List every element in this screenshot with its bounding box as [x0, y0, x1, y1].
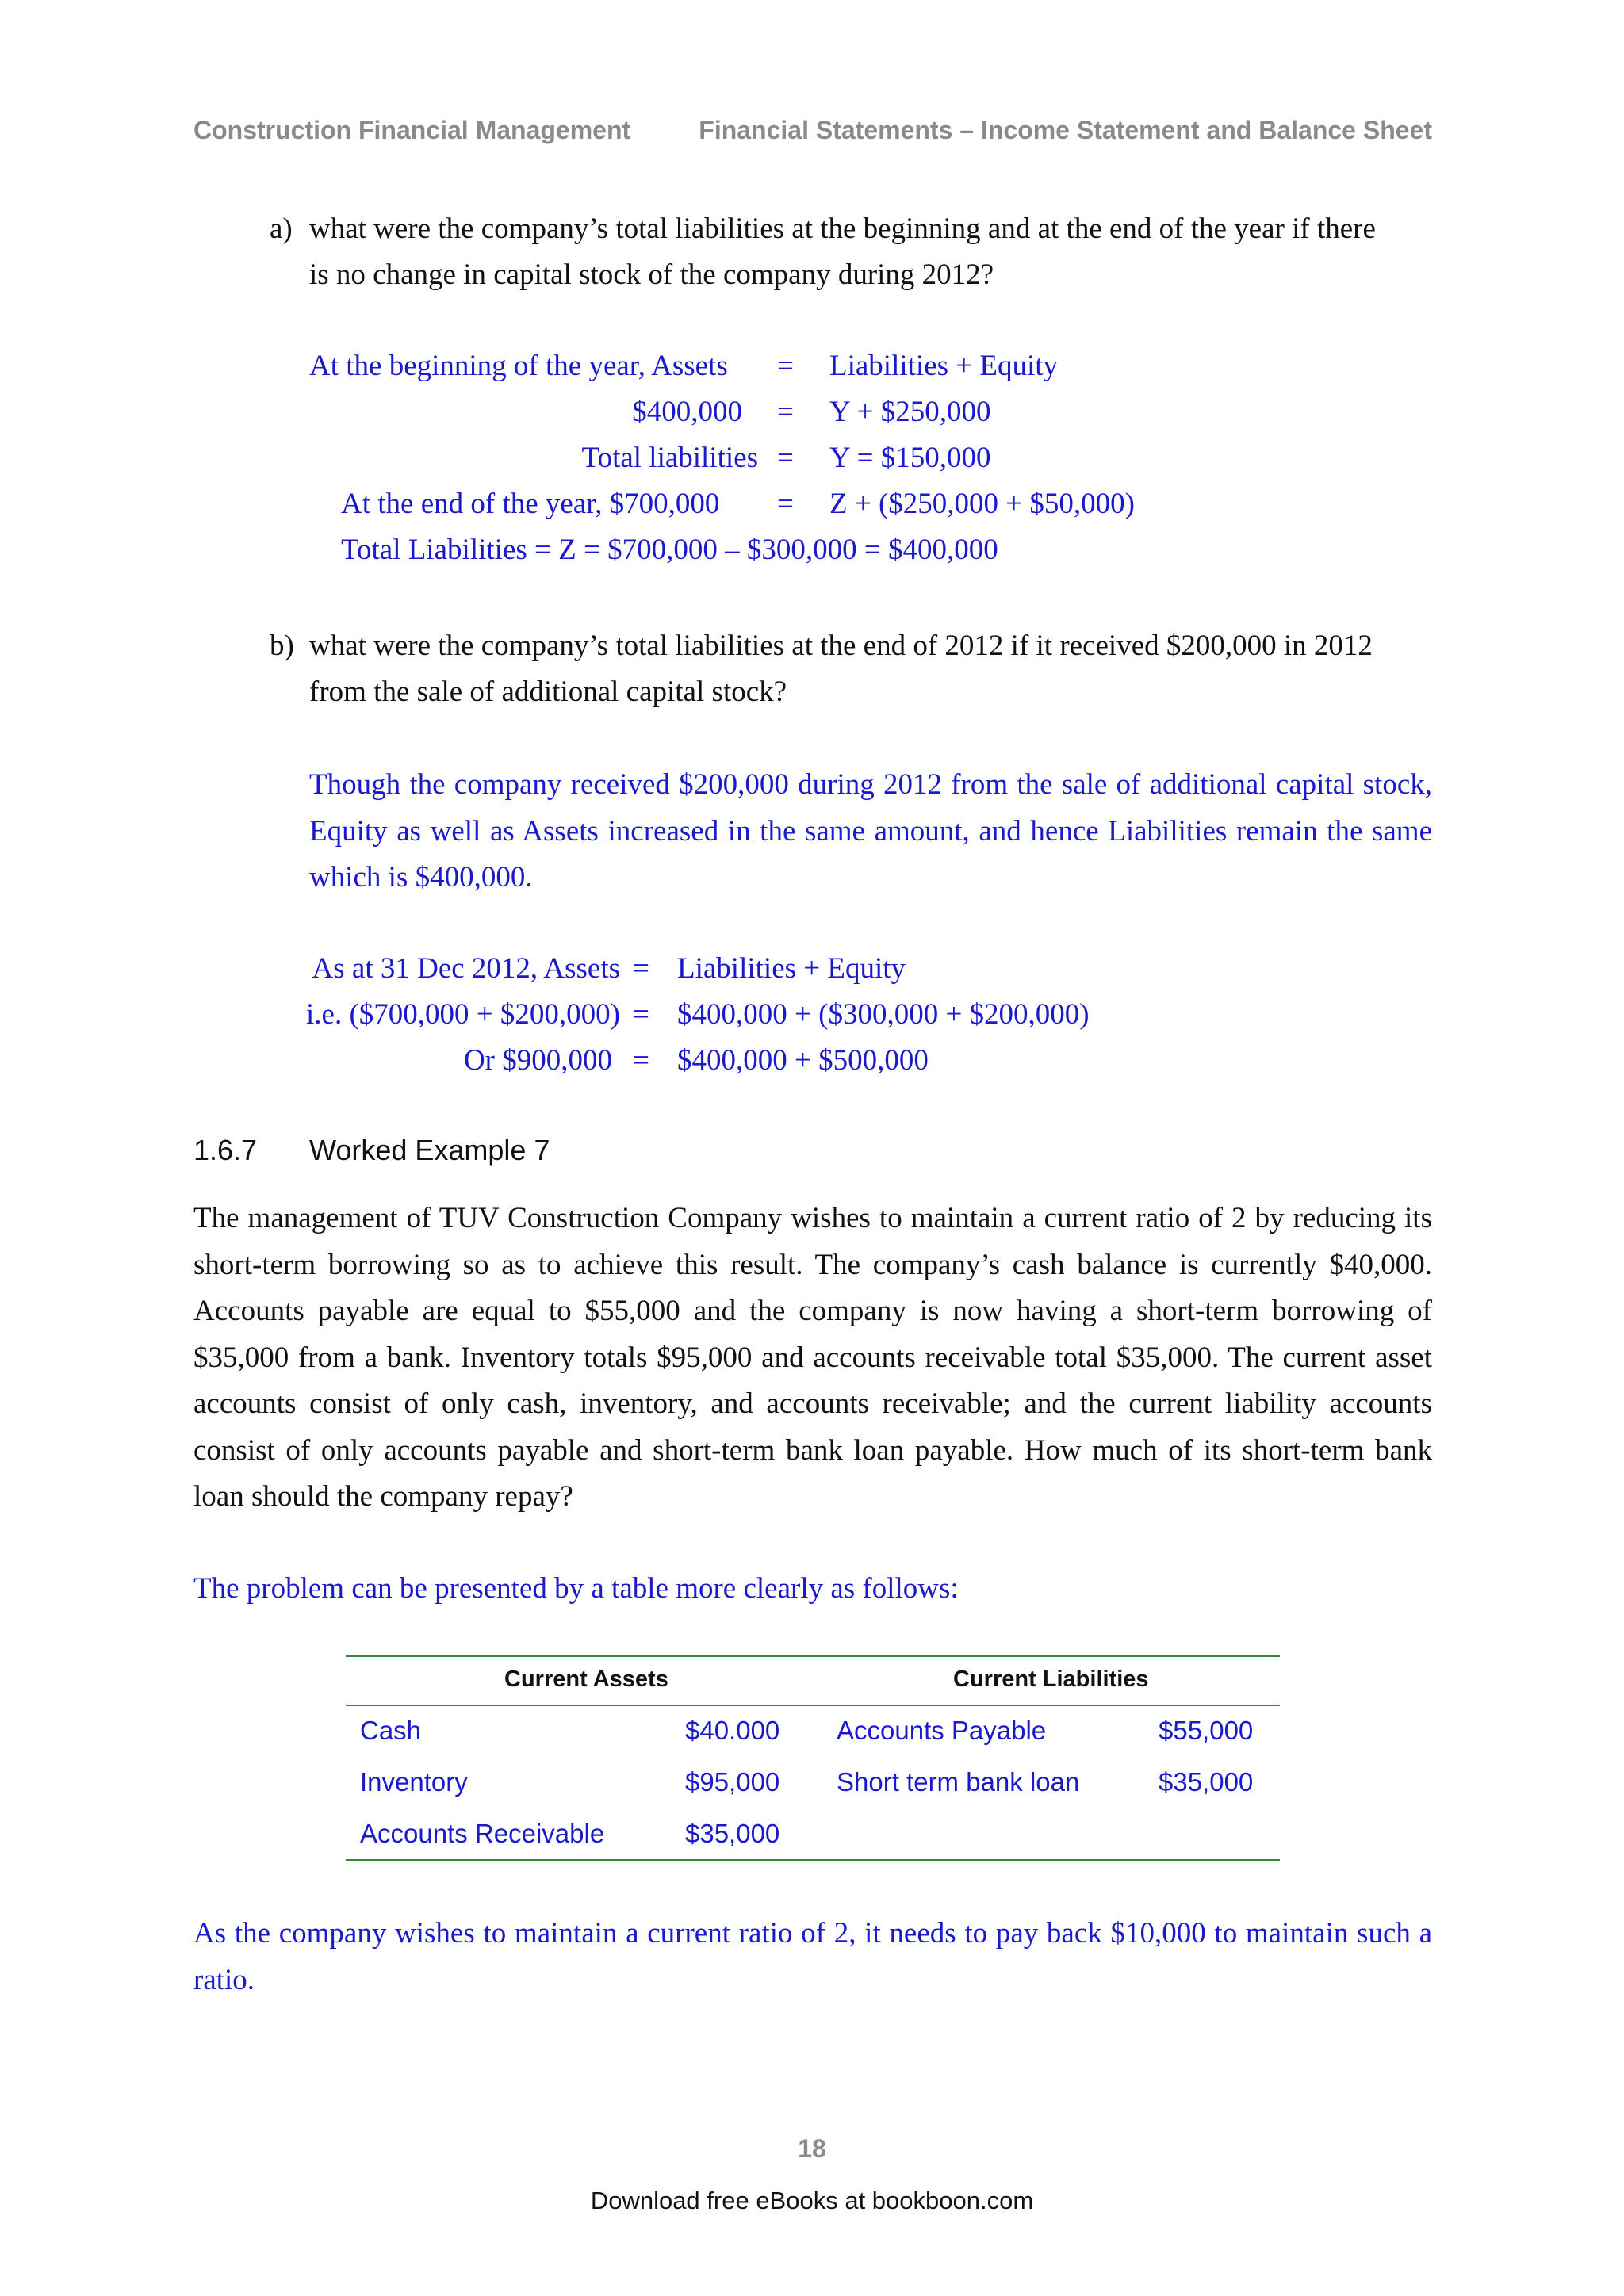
answer-b-row-3-eq: =: [633, 1044, 649, 1077]
table-head-assets: Current Assets: [504, 1667, 668, 1692]
question-a-line-1: what were the company’s total liabilities at the beginning and at the end of the year if there: [309, 212, 1376, 245]
answer-a-row-4-left: At the end of the year, $700,000: [341, 488, 720, 520]
answer-a-row-3-left: Total liabilities: [581, 442, 758, 474]
table-bottom-rule: [346, 1859, 1280, 1861]
running-header-left: Construction Financial Management: [193, 116, 631, 144]
answer-a-row-1-eq: =: [777, 350, 794, 382]
table-row-1-asset-value: $40.000: [685, 1716, 780, 1745]
table-intro: The problem can be presented by a table more clearly as follows:: [193, 1572, 959, 1605]
table-row-2-liability: Short term bank loan: [837, 1767, 1080, 1797]
answer-a-row-2-eq: =: [777, 396, 794, 428]
answer-b-row-1-left: As at 31 Dec 2012, Assets: [312, 952, 620, 985]
answer-b-row-2-right: $400,000 + ($300,000 + $200,000): [677, 998, 1090, 1031]
answer-b-row-3-left: Or $900,000: [463, 1044, 612, 1077]
question-a-line-2: is no change in capital stock of the company during 2012?: [309, 258, 994, 291]
answer-b-paragraph: Though the company received $200,000 during 2012 from the sale of additional capital stock, Equity as well as Assets increased in the same amount, and hence Liabilities remain the same which is $400,000.: [309, 768, 1432, 894]
section-title: Worked Example 7: [309, 1134, 550, 1166]
answer-a-row-4-right: Z + ($250,000 + $50,000): [829, 488, 1135, 520]
answer-a-row-3-eq: =: [777, 442, 794, 474]
question-b-line-2: from the sale of additional capital stock?: [309, 675, 787, 708]
problem-paragraph: The management of TUV Construction Company wishes to maintain a current ratio of 2 by reducing its short-term borrowing so as to achieve this result. The company’s cash balance is currently $40,000. Accounts payable are equal to $55,000 and the company is now having a short-term borrowing of $35,000 from a bank. Inventory totals $95,000 and accounts receivable total $35,000. The current asset accounts consist of only cash, inventory, and accounts receivable; and the current liability accounts consist of only accounts payable and short-term bank loan payable. How much of its short-term bank loan should the company repay?: [193, 1202, 1432, 1513]
question-b-marker: b): [270, 629, 294, 662]
question-a-marker: a): [270, 212, 293, 245]
table-row-1-asset: Cash: [360, 1716, 422, 1745]
answer-b-row-3-right: $400,000 + $500,000: [677, 1044, 929, 1077]
download-link[interactable]: Download free eBooks at bookboon.com: [590, 2187, 1034, 2214]
running-header-right: Financial Statements – Income Statement and Balance Sheet: [699, 116, 1432, 144]
table-header-rule: [346, 1705, 1280, 1706]
table-row-3-asset: Accounts Receivable: [360, 1819, 605, 1848]
section-number: 1.6.7: [193, 1134, 258, 1166]
page-number: 18: [798, 2134, 826, 2163]
conclusion-paragraph: As the company wishes to maintain a current ratio of 2, it needs to pay back $10,000 to maintain such a ratio.: [193, 1917, 1432, 1996]
answer-b-row-1-right: Liabilities + Equity: [677, 952, 906, 985]
table-row-2-asset-value: $95,000: [685, 1767, 780, 1797]
table-row-3-asset-value: $35,000: [685, 1819, 780, 1848]
answer-b-row-2-eq: =: [633, 998, 649, 1031]
answer-a-row-4-eq: =: [777, 488, 794, 520]
answer-b-row-2-left: i.e. ($700,000 + $200,000): [306, 998, 620, 1031]
answer-b-row-1-eq: =: [633, 952, 649, 985]
table-row-1-liability-value: $55,000: [1159, 1716, 1254, 1745]
answer-a-row-1-left: At the beginning of the year, Assets: [309, 350, 728, 382]
table-row-2-asset: Inventory: [360, 1767, 468, 1797]
table-row-1-liability: Accounts Payable: [837, 1716, 1047, 1745]
table-row-2-liability-value: $35,000: [1159, 1767, 1254, 1797]
answer-a-total: Total Liabilities = Z = $700,000 – $300,000 = $400,000: [341, 534, 998, 566]
answer-a-row-3-right: Y = $150,000: [829, 442, 991, 474]
table-head-liabilities: Current Liabilities: [953, 1667, 1149, 1692]
question-b-line-1: what were the company’s total liabilities at the end of 2012 if it received $200,000 in 2012: [309, 629, 1373, 662]
table-top-rule: [346, 1655, 1280, 1657]
answer-a-row-1-right: Liabilities + Equity: [829, 350, 1059, 382]
answer-a-row-2-right: Y + $250,000: [829, 396, 991, 428]
answer-a-row-2-left: $400,000: [632, 396, 742, 428]
